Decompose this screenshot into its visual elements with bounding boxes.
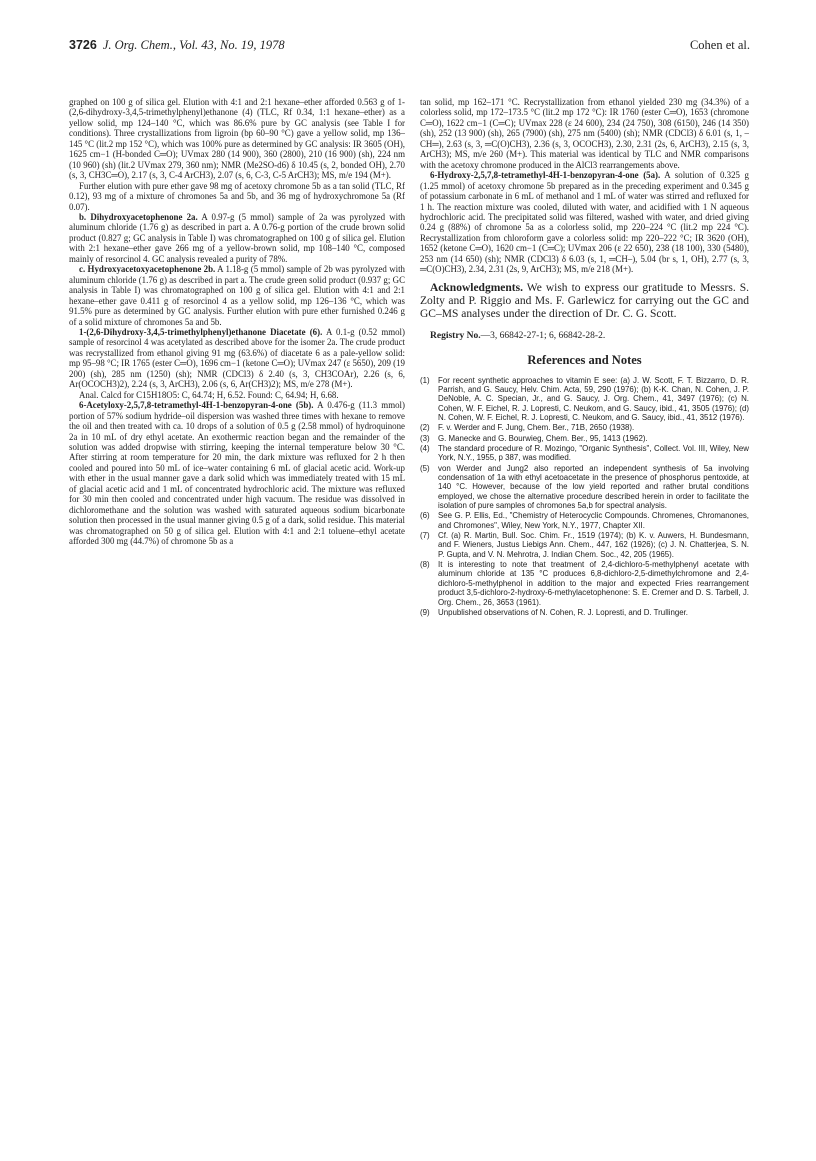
reference-number: (4): [420, 444, 430, 454]
registry-numbers: [420, 331, 749, 341]
registry-body: —3, 66842-27-1; 6, 66842-28-2.: [480, 330, 606, 341]
reference-text: See G. P. Ellis, Ed., "Chemistry of Heterocyclic Compounds. Chromenes, Chromanones, and Chromones", Wiley, New York, N.Y., 1977, Chapter XII.: [438, 511, 749, 530]
reference-item: [420, 531, 749, 559]
references-title: References and Notes: [527, 353, 642, 368]
reference-text: Cf. (a) R. Martin, Bull. Soc. Chim. Fr., 1519 (1974); (b) K. v. Auwers, H. Bundesmann, and F. Wieners, Justus Liebigs Ann. Chem., 447, 162 (1926); (c) J. N. Chatterjea, S. N. P. Gupta, and V. N. Mehrotra, J. Indian Chem. Soc., 42, 205 (1965).: [438, 531, 749, 559]
paragraph-body: Anal. Calcd for C15H18O5: C, 64.74; H, 6.52. Found: C, 64.94; H, 6.68.: [79, 389, 339, 400]
reference-text: For recent synthetic approaches to vitamin E see: (a) J. W. Scott, F. T. Bizzarro, D. R. Parrish, and G. Saucy, Helv. Chim. Acta, 59, 290 (1976); (b) K-K. Chan, N. Cohen, J. P. DeNoble, A. C. Specian, Jr., and G. Saucy, J. Org. Chem., 41, 3497 (1976); (c) N. Cohen, W. F. Eichel, R. J. Lopresti, C. Neukom, and G. Saucy, ibid., 41, 3505 (1976); (d) N. Cohen, W. F. Eichel, R. J. Lopresti, C. Neukom, and G. Saucy, ibid., 41, 3512 (1976).: [438, 375, 749, 422]
reference-item: [420, 434, 749, 443]
paragraph-heading: 6-Hydroxy-2,5,7,8-tetramethyl-4H-1-benzopyran-4-one (5a).: [430, 170, 661, 181]
paragraph-body: A solution of 0.325 g (1.25 mmol) of acetoxy chromone 5b prepared as in the preceding experiment and 0.345 g of potassium carbonate in 6 mL of methanol and 1 mL of water was stirred and refluxed for 1 h. The reaction mixture was cooled, diluted with water, and acidified with 1 N aqueous hydrochloric acid. The precipitated solid was filtered, washed with water, and dried giving 0.24 g (88%) of chromone 5a as a colorless solid, mp 220–224 °C (lit.2 mp 224 °C). Recrystallization from chloroform gave a colorless solid: mp 220–222 °C; IR 3620 (OH), 1652 (ketone C═O), 1620 cm−1 (C═C); UVmax 206 (ε 22 650), 238 (18 100), 330 (5480), 253 nm (14 650) (sh); NMR (CDCl3) δ 6.03 (s, 1, ═CH–), 5.04 (br s, 1, OH), 2.77 (s, 3, ═C(O)CH3), 2.34, 2.31 (2s, 9, ArCH3); MS, m/e 218 (M+).: [420, 170, 749, 275]
reference-number: (9): [420, 607, 430, 617]
reference-number: (1): [420, 375, 430, 385]
paragraph: [69, 181, 405, 212]
left-column: [69, 97, 405, 546]
paragraph-body: tan solid, mp 162–171 °C. Recrystallization from ethanol yielded 230 mg (34.3%) of a colorless solid, mp 172–173.5 °C (lit.2 mp 172 °C): IR 1760 (ester C═O), 1653 (chromone C═O), 1622 cm−1 (C═C); UVmax 228 (ε 24 600), 234 (24 750), 308 (6150), 246 (14 350) (sh), 252 (13 900) (sh), 265 (7900) (sh), 275 nm (5400) (sh); NMR (CDCl3) δ 6.01 (s, 1, –CH═), 2.63 (s, 3, ═C(O)CH3), 2.36 (s, 3, OCOCH3), 2.30, 2.31 (2s, 6, ArCH3), 2.15 (s, 3, ArCH3); MS, m/e 260 (M+). This material was identical by TLC and NMR comparisons with the acetoxy chromone produced in the AlCl3 rearrangements above.: [420, 97, 749, 170]
paragraph: [69, 400, 405, 546]
right-column: [420, 97, 749, 618]
reference-text: The standard procedure of R. Mozingo, "Organic Synthesis", Collect. Vol. III, Wiley, New York, N.Y., 1955, p 387, was modified.: [438, 444, 749, 463]
reference-item: [420, 608, 749, 617]
reference-item: [420, 464, 749, 511]
reference-number: (5): [420, 463, 430, 473]
reference-number: (7): [420, 531, 430, 541]
journal-citation: J. Org. Chem., Vol. 43, No. 19, 1978: [102, 38, 285, 52]
paragraph-body: A 0.1-g (0.52 mmol) sample of resorcinol 4 was acetylated as described above for the isomer 2a. The crude product was recrystallized from ethanol giving 91 mg (63.6%) of diacetate 6 as a pale-yellow solid: mp 95–98 °C; IR 1765 (ester C═O), 1696 cm−1 (ketone C═O); UVmax 247 (ε 5650), 209 (19 200) (sh), 285 nm (1250) (sh); NMR (CDCl3) δ 2.40 (s, 3, CH3COAr), 2.26 (s, 6, Ar(OCOCH3)2), 2.24 (s, 3, ArCH3), 2.06 (s, 6, Ar(CH3)2); MS, m/e 278 (M+).: [69, 326, 405, 390]
paragraph-body: A 1.18-g (5 mmol) sample of 2b was pyrolyzed with aluminum chloride (1.76 g) as described in part a. The crude green solid product (0.937 g; GC analysis in Table I) was chromatographed on 100 g of silica gel. Elution with 4:1 and 2:1 hexane–ether gave 0.411 g of resorcinol 4 as a yellow solid, mp 126–136 °C, which was 91.5% pure as determined by GC analysis. Further elution with pure ether furnished 0.246 g of a solid mixture of chromones 5a and 5b.: [69, 264, 405, 327]
paragraph-heading: b. Dihydroxyacetophenone 2a.: [79, 211, 198, 222]
reference-item: [420, 444, 749, 463]
paragraph-body: A 0.97-g (5 mmol) sample of 2a was pyrolyzed with aluminum chloride (1.76 g) as described in part a. A 0.76-g portion of the crude brown solid product (0.827 g; GC analysis in Table I) was chromatographed on 100 g of silica gel. Elution with 2:1 hexane–ether gave 266 mg of a yellow-brown solid, mp 108–140 °C, composed mainly of resorcinol 4. GC analysis revealed a purity of 78%.: [69, 211, 406, 264]
reference-item: [420, 376, 749, 423]
reference-text: G. Manecke and G. Bourwieg, Chem. Ber., 95, 1413 (1962).: [438, 433, 648, 443]
paragraph-body: Further elution with pure ether gave 98 mg of acetoxy chromone 5b as a tan solid (TLC, Rf 0.12), 93 mg of a mixture of chromones 5a and 5b, and 36 mg of hydroxychromone 5a (Rf 0.07).: [69, 180, 405, 212]
references-list: [420, 376, 749, 618]
paragraph-heading: 6-Acetyloxy-2,5,7,8-tetramethyl-4H-1-benzopyran-4-one (5b).: [79, 400, 314, 411]
paragraph-body: A 0.476-g (11.3 mmol) portion of 57% sodium hydride–oil dispersion was washed three times with hexane to remove the oil and then treated with ca. 10 drops of a solution of 0.5 g (2.58 mmol) of hydroquinone 2a in 10 mL of dry ethyl acetate. An exothermic reaction began and the remainder of the solution was added dropwise with stirring, keeping the internal temperature below 30 °C. After stirring at room temperature for 20 min, the dark mixture was refluxed for 2 h then cooled and poured into 50 mL of ice–water containing 6 mL of glacial acetic acid. Work-up with ether in the usual manner gave a dark solid which was immediately treated with 15 mL of glacial acetic acid and 1 mL of concentrated hydrochloric acid. The mixture was refluxed for 30 min then cooled and concentrated under high vacuum. The residue was dissolved in dichloromethane and the solution was washed with saturated aqueous sodium bicarbonate solution then processed in the usual manner giving 0.5 g of a dark, solid residue. This material was chromatographed on 50 g of silica gel. Elution with 4:1 and 2:1 toluene–ethyl acetate afforded 300 mg (44.7%) of chromone 5b as a: [69, 400, 405, 547]
acknowledgments-heading: Acknowledgments.: [430, 281, 523, 294]
registry-label: Registry No.: [430, 330, 481, 341]
reference-number: (8): [420, 560, 430, 570]
reference-text: Unpublished observations of N. Cohen, R. J. Lopresti, and D. Trullinger.: [438, 607, 689, 617]
header-authors: Cohen et al.: [689, 38, 750, 52]
page-number: 3726: [69, 38, 97, 52]
reference-number: (3): [420, 433, 430, 443]
paragraph: [69, 264, 405, 327]
paragraph: [69, 390, 405, 400]
header-left: [69, 38, 285, 53]
paragraph-heading: c. Hydroxyacetoxyacetophenone 2b.: [79, 264, 216, 275]
paragraph: [69, 212, 405, 264]
reference-text: F. v. Werder and F. Jung, Chem. Ber., 71B, 2650 (1938).: [438, 423, 635, 433]
paragraph: [69, 97, 405, 181]
acknowledgments-body: We wish to express our gratitude to Messrs. S. Zolty and P. Riggio and Ms. F. Garlewicz for carrying out the GC and GC–MS analyses under the direction of Dr. C. G. Scott.: [420, 281, 749, 320]
reference-number: (6): [420, 511, 430, 521]
paragraph-heading: 1-(2,6-Dihydroxy-3,4,5-trimethylphenyl)ethanone Diacetate (6).: [79, 326, 323, 337]
reference-text: It is interesting to note that treatment of 2,4-dichloro-5-methylphenyl acetate with aluminum chloride at 135 °C produces 6,8-dichloro-2,5-dimethylchromone and 2,4-dichloro-5-methylphenol in addition to the major and expected Fries rearrangement product 3,5-dichloro-2-hydroxy-6-methylacetophenone: S. E. Cremer and D. S. Tarbell, J. Org. Chem., 26, 3653 (1961).: [438, 560, 749, 607]
paragraph-body: graphed on 100 g of silica gel. Elution with 4:1 and 2:1 hexane–ether afforded 0.563 g of 1-(2,6-dihydroxy-3,4,5-trimethylphenyl)ethanone (4) (TLC, Rf 0.34, 1:1 hexane–ether) as a yellow solid, mp 124–140 °C, which was 86.6% pure by GC analysis (see Table I for conditions). Three crystallizations from ligroin (bp 60–90 °C) gave a yellow solid, mp 136–145 °C (lit.2 mp 152 °C), which was 100% pure as determined by GC analysis: IR 3605 (OH), 1625 cm−1 (H-bonded C═O); UVmax 280 (14 900), 360 (2800), 210 (16 900) (sh), 224 nm (10 960) (sh) (lit.2 UVmax 279, 360 nm); NMR (Me2SO-d6) δ 10.45 (s, 2, bonded OH), 2.70 (s, 3, CH3C═O), 2.17 (s, 3, C-4 ArCH3), 2.07 (s, 6, C-3, C-5 ArCH3); MS, m/e 194 (M+).: [69, 97, 405, 181]
reference-text: von Werder and Jung2 also reported an independent synthesis of 5a involving condensation of 1a with ethyl acetoacetate in the presence of phosphorus pentoxide, at 140 °C. However, because of the low yield reported and rather brutal conditions employed, we chose the alternative procedure described herein in order to facilitate the isolation of pure samples of chromones 5a,b for spectral analysis.: [438, 463, 749, 511]
paragraph: [420, 97, 749, 170]
paragraph: [69, 327, 405, 390]
reference-item: [420, 560, 749, 607]
reference-item: [420, 423, 749, 432]
acknowledgments: [420, 282, 749, 321]
running-header: [69, 38, 750, 58]
reference-item: [420, 511, 749, 530]
paragraph: [420, 170, 749, 275]
reference-number: (2): [420, 423, 430, 433]
